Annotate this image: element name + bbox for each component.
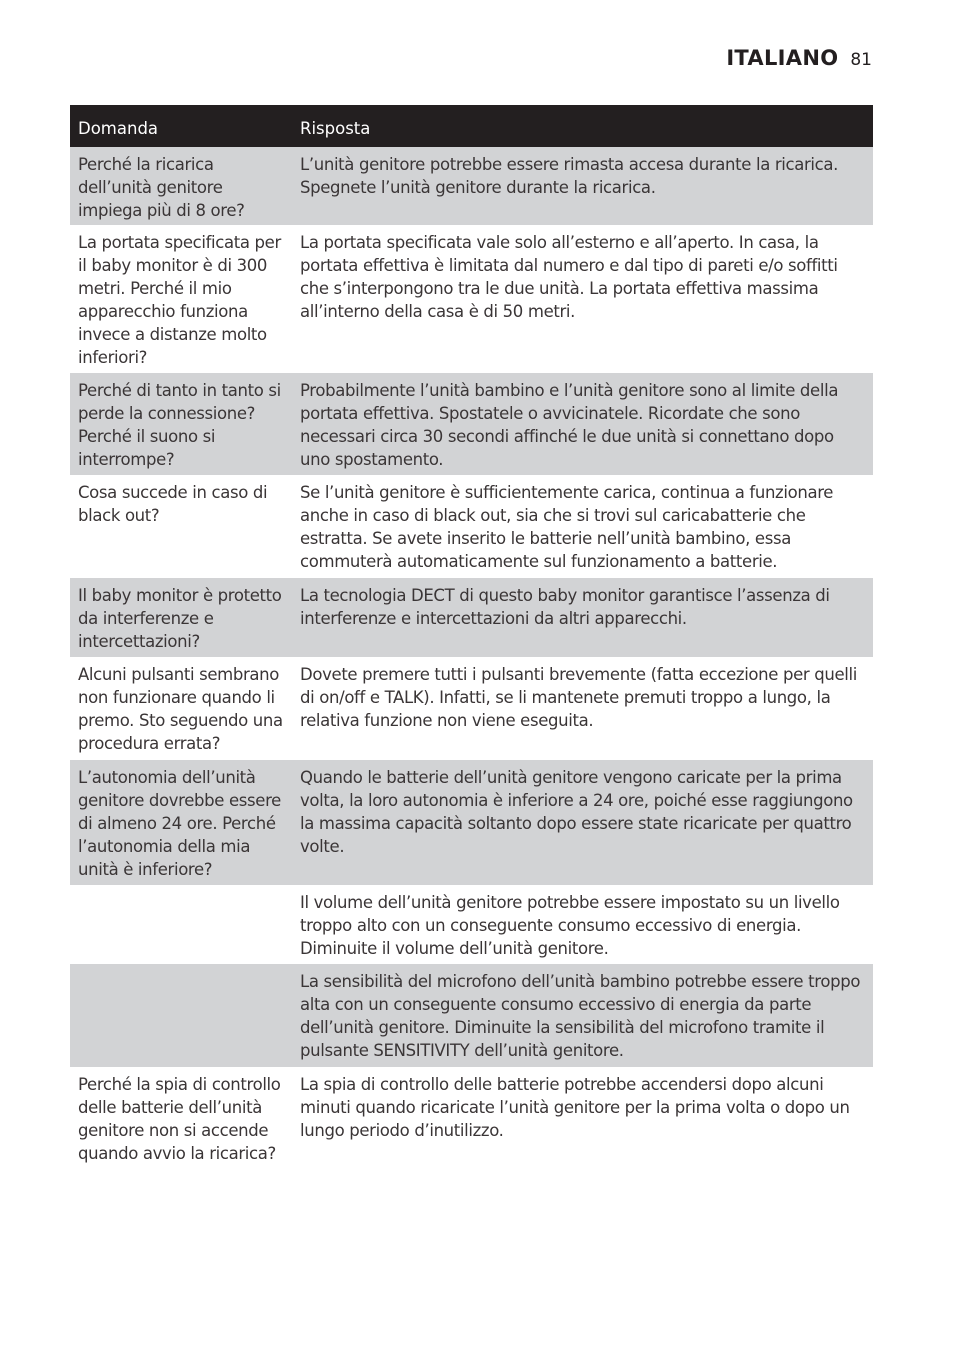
question-cell xyxy=(70,970,292,1067)
answer-cell: La sensibilità del microfono dell’unità bambino potrebbe essere troppo alta con un conseguente consumo eccessivo di energia da parte dell’unità genitore. Diminuite la sensibilità del microfono tramite il pulsante SENSITIVITY dell’unità genitore. xyxy=(300,972,861,1060)
answer-cell: Probabilmente l’unità bambino e l’unità genitore sono al limite della portata effettiva. Spostatele o avvicinatele. Ricordate che sono necessari circa 30 secondi affinché le due unità si connettano dopo uno spostamento. xyxy=(300,381,839,469)
question-cell: L’autonomia dell’unità genitore dovrebbe essere di almeno 24 ore. Perché l’autonomia della mia unità è inferiore? xyxy=(78,768,281,879)
table-row xyxy=(70,760,873,885)
answer-cell: La portata specificata vale solo all’esterno e all’aperto. In casa, la portata effettiva è limitata dal numero e dal tipo di pareti e/o soffitti che s’interpongono tra le due unità. La portata effettiva massima all’interno della casa è di 50 metri. xyxy=(300,233,838,321)
table-row xyxy=(70,964,873,1067)
faq-table xyxy=(70,105,873,1193)
column-header-answer: Risposta xyxy=(300,119,371,138)
table-row xyxy=(70,147,873,225)
page-number: 81 xyxy=(850,50,872,70)
question-cell: Il baby monitor è protetto da interferenze e intercettazioni? xyxy=(78,586,282,651)
question-cell: Alcuni pulsanti sembrano non funzionare quando li premo. Sto seguendo una procedura errata? xyxy=(78,665,283,753)
answer-cell: La spia di controllo delle batterie potrebbe accendersi dopo alcuni minuti quando ricaricate l’unità genitore per la prima volta o dopo un lungo periodo d’inutilizzo. xyxy=(300,1075,850,1140)
question-cell: Perché la ricarica dell’unità genitore impiega più di 8 ore? xyxy=(78,155,245,220)
answer-cell: Se l’unità genitore è sufficientemente carica, continua a funzionare anche in caso di black out, sia che si trovi sul caricabatterie che estratta. Se avete inserito le batterie nell’unità bambino, essa commuterà automaticamente sul funzionamento a batterie. xyxy=(300,483,834,571)
question-cell: Cosa succede in caso di black out? xyxy=(78,483,268,525)
column-header-question: Domanda xyxy=(78,119,159,138)
question-cell: Perché di tanto in tanto si perde la connessione? Perché il suono si interrompe? xyxy=(78,381,281,469)
language-title: ITALIANO xyxy=(726,46,839,70)
answer-cell: La tecnologia DECT di questo baby monitor garantisce l’assenza di interferenze e intercettazioni da altri apparecchi. xyxy=(300,586,830,628)
table-row xyxy=(70,657,873,760)
table-row xyxy=(70,373,873,475)
table-row xyxy=(70,885,873,964)
question-cell xyxy=(70,891,292,964)
answer-cell: Dovete premere tutti i pulsanti brevemente (fatta eccezione per quelli di on/off e TALK). Infatti, se li mantenete premuti troppo a lungo, la relativa funzione non viene eseguita. xyxy=(300,665,857,730)
answer-cell: Quando le batterie dell’unità genitore vengono caricate per la prima volta, la loro autonomia è inferiore a 24 ore, poiché esse raggiungono la massima capacità soltanto dopo essere state ricaricate per quattro volte. xyxy=(300,768,853,856)
table-row xyxy=(70,475,873,578)
answer-cell: L’unità genitore potrebbe essere rimasta accesa durante la ricarica. Spegnete l’unità genitore durante la ricarica. xyxy=(300,155,839,197)
question-cell: La portata specificata per il baby monitor è di 300 metri. Perché il mio apparecchio funziona invece a distanze molto inferiori? xyxy=(78,233,281,367)
answer-cell: Il volume dell’unità genitore potrebbe essere impostato su un livello troppo alto con un conseguente consumo eccessivo di energia. Diminuite il volume dell’unità genitore. xyxy=(300,893,840,958)
question-cell: Perché la spia di controllo delle batterie dell’unità genitore non si accende quando avvio la ricarica? xyxy=(78,1075,281,1163)
table-row xyxy=(70,1067,873,1193)
table-row xyxy=(70,225,873,373)
page-header xyxy=(726,46,872,70)
table-header-row xyxy=(70,105,873,147)
table-row xyxy=(70,578,873,657)
